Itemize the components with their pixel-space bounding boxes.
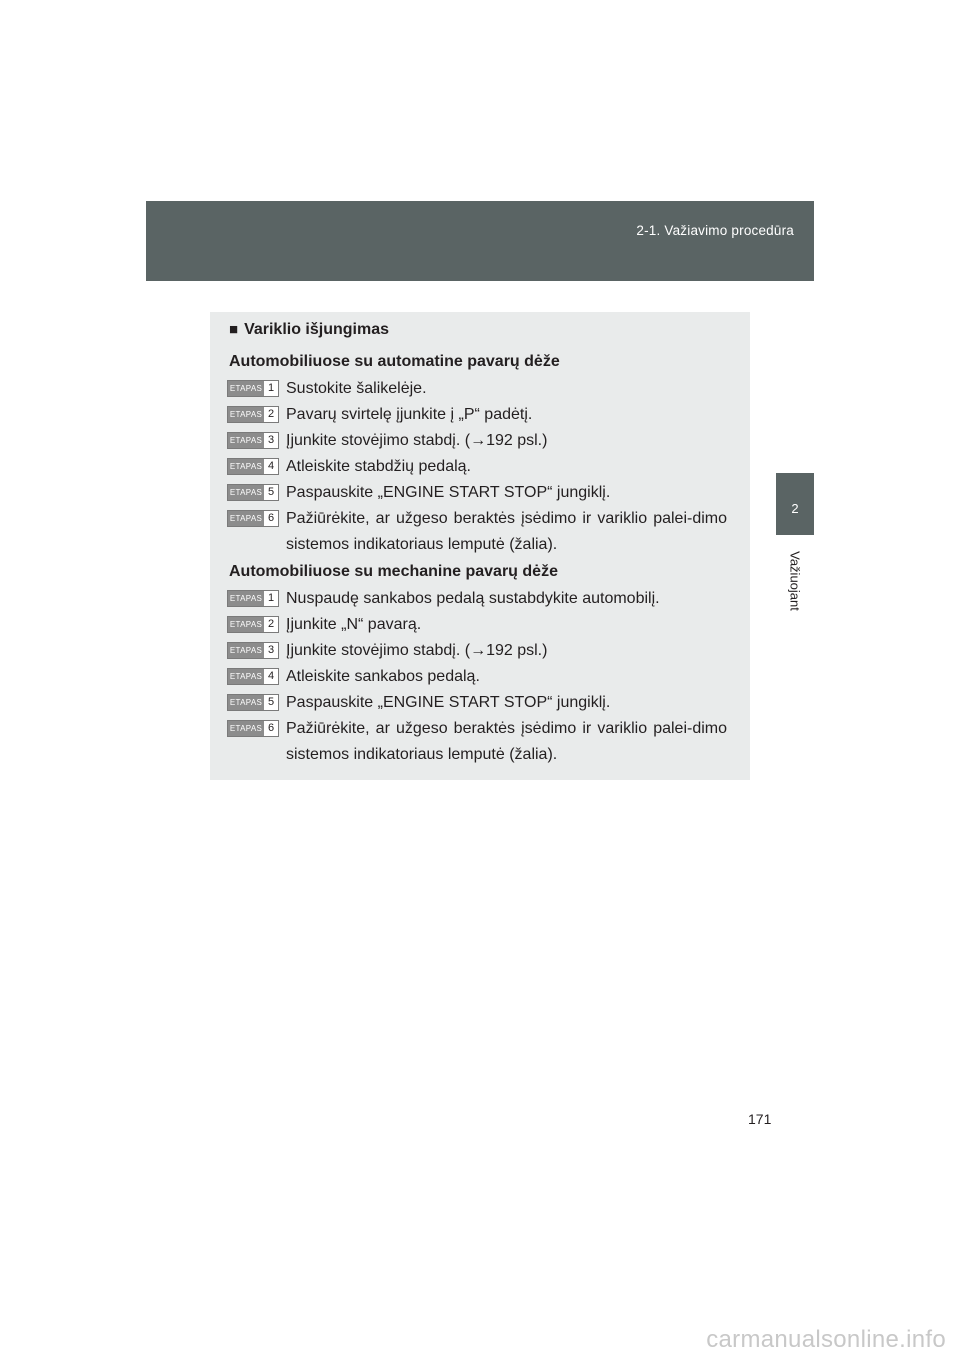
manual-group-title: Automobiliuose su mechanine pavarų dėže <box>229 563 558 580</box>
manual-step-5 <box>227 690 727 716</box>
step-text: Pažiūrėkite, ar užgeso beraktės įsėdimo ir variklio palei-dimo sistemos indikatoriaus lemputė (žalia). <box>286 720 727 763</box>
step-text: Atleiskite sankabos pedalą. <box>286 668 480 685</box>
step-text: Pavarų svirtelę įjunkite į „P“ padėtį. <box>286 406 533 423</box>
step-text: Įjunkite „N“ pavarą. <box>286 616 422 633</box>
step-text: Sustokite šalikelėje. <box>286 380 427 397</box>
step-text: Paspauskite „ENGINE START STOP“ jungiklį. <box>286 484 611 501</box>
square-bullet-icon: ■ <box>229 321 239 338</box>
step-text: Įjunkite stovėjimo stabdį. (→192 psl.) <box>286 642 548 659</box>
step-badge: ETAPAS 4 <box>227 458 279 475</box>
chapter-label: Važiuojant <box>787 551 803 611</box>
automatic-step-6 <box>227 506 727 558</box>
step-badge: ETAPAS 2 <box>227 406 279 423</box>
step-badge: ETAPAS 6 <box>227 510 279 527</box>
step-text: Paspauskite „ENGINE START STOP“ jungiklį. <box>286 694 611 711</box>
step-badge: ETAPAS 1 <box>227 590 279 607</box>
step-badge: ETAPAS 2 <box>227 616 279 633</box>
automatic-step-1 <box>227 376 727 402</box>
automatic-step-4 <box>227 454 727 480</box>
step-text: Pažiūrėkite, ar užgeso beraktės įsėdimo ir variklio palei-dimo sistemos indikatoriaus lemputė (žalia). <box>286 510 727 553</box>
step-text: Nuspaudę sankabos pedalą sustabdykite automobilį. <box>286 590 660 607</box>
step-text: Atleiskite stabdžių pedalą. <box>286 458 471 475</box>
page-number: 171 <box>748 1111 772 1127</box>
manual-step-2 <box>227 612 727 638</box>
manual-step-3 <box>227 638 727 664</box>
step-badge: ETAPAS 3 <box>227 432 279 449</box>
automatic-step-3 <box>227 428 727 454</box>
manual-step-1 <box>227 586 727 612</box>
header-band <box>146 201 814 281</box>
chapter-tab <box>776 473 814 535</box>
info-box <box>210 312 750 780</box>
step-badge: ETAPAS 5 <box>227 484 279 501</box>
step-text: Įjunkite stovėjimo stabdį. (→192 psl.) <box>286 432 548 449</box>
box-title <box>229 321 389 339</box>
step-badge: ETAPAS 3 <box>227 642 279 659</box>
automatic-group-title: Automobiliuose su automatine pavarų dėže <box>229 353 560 370</box>
manual-step-4 <box>227 664 727 690</box>
automatic-step-2 <box>227 402 727 428</box>
step-badge: ETAPAS 5 <box>227 694 279 711</box>
manual-step-6 <box>227 716 727 768</box>
step-badge: ETAPAS 1 <box>227 380 279 397</box>
section-title: 2-1. Važiavimo procedūra <box>636 223 794 238</box>
watermark: carmanualsonline.info <box>706 1326 946 1353</box>
chapter-number: 2 <box>791 501 799 516</box>
automatic-step-5 <box>227 480 727 506</box>
step-badge: ETAPAS 6 <box>227 720 279 737</box>
box-title-text: Variklio išjungimas <box>244 321 390 338</box>
step-badge: ETAPAS 4 <box>227 668 279 685</box>
